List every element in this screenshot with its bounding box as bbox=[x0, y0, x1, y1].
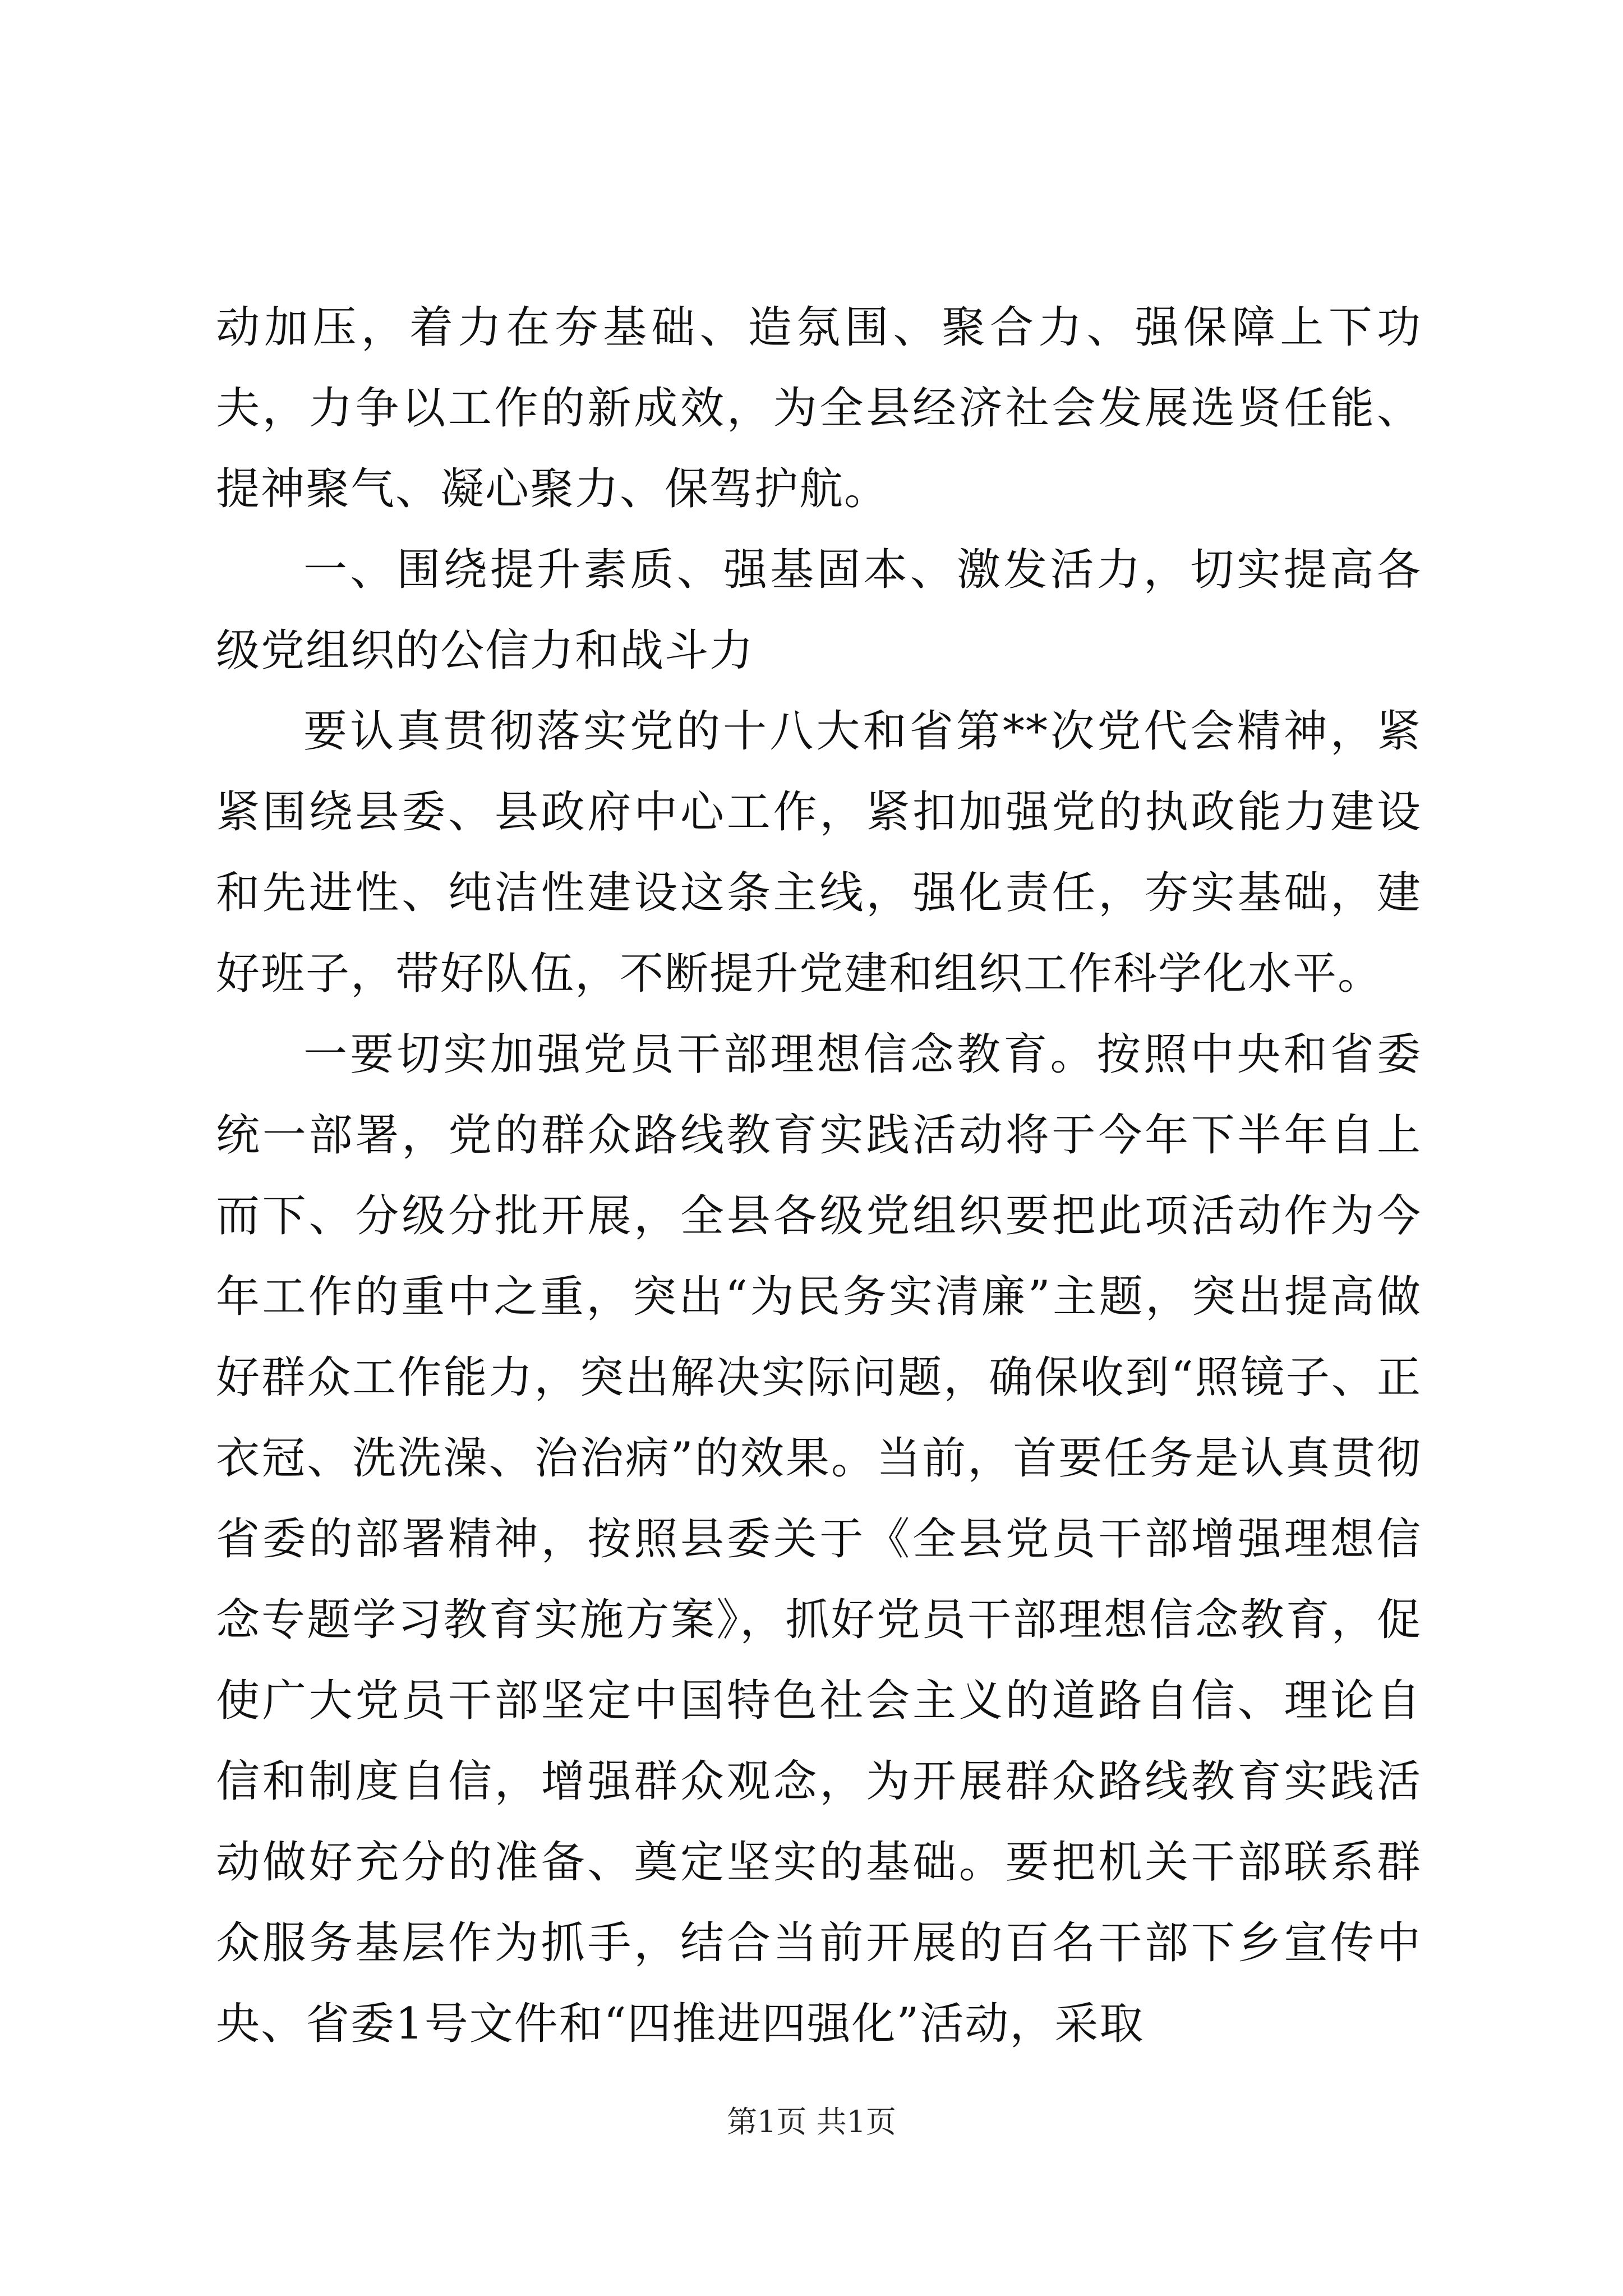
page-footer: 第1页 共1页 bbox=[727, 2104, 896, 2139]
document-body bbox=[216, 287, 1422, 2064]
paragraph-continuation: 动加压，着力在夯基础、造氛围、聚合力、强保障上下功夫，力争以工作的新成效，为全县经济社会发展选贤任能、提神聚气、凝心聚力、保驾护航。 bbox=[216, 302, 1422, 514]
section-heading: 一、围绕提升素质、强基固本、激发活力，切实提高各级党组织的公信力和战斗力 bbox=[216, 545, 1422, 676]
paragraph-point-one: 一要切实加强党员干部理想信念教育。按照中央和省委统一部署，党的群众路线教育实践活动将于今年下半年自上而下、分级分批开展，全县各级党组织要把此项活动作为今年工作的重中之重，突出“为民务实清廉”主题，突出提高做好群众工作能力，突出解决实际问题，确保收到“照镜子、正衣冠、洗洗澡、治治病”的效果。当前，首要任务是认真贯彻省委的部署精神，按照县委关于《全县党员干部增强理想信念专题学习教育实施方案》，抓好党员干部理想信念教育，促使广大党员干部坚定中国特色社会主义的道路自信、理论自信和制度自信，增强群众观念，为开展群众路线教育实践活动做好充分的准备、奠定坚实的基础。要把机关干部联系群众服务基层作为抓手，结合当前开展的百名干部下乡宣传中央、省委1号文件和“四推进四强化”活动，采取 bbox=[216, 1029, 1422, 2049]
paragraph-intro: 要认真贯彻落实党的十八大和省第**次党代会精神，紧紧围绕县委、县政府中心工作，紧扣加强党的执政能力建设和先进性、纯洁性建设这条主线，强化责任，夯实基础，建好班子，带好队伍，不断提升党建和组织工作科学化水平。 bbox=[216, 706, 1422, 999]
